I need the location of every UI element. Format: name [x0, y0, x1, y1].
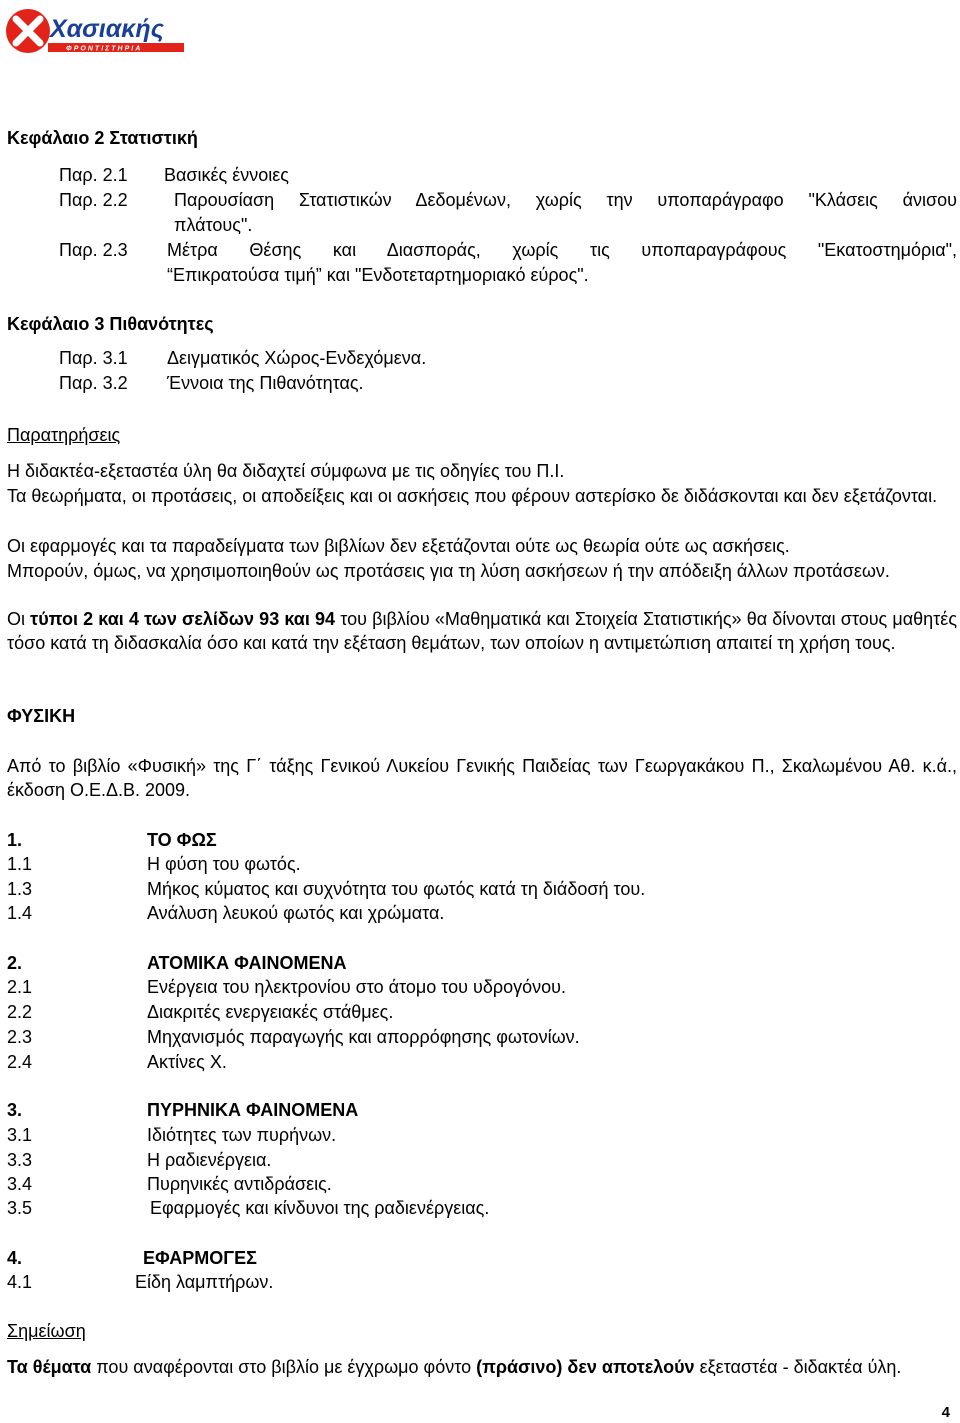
physics-chapter-title: ΠΥΡΗΝΙΚΑ ΦΑΙΝΟΜΕΝΑ	[147, 1100, 359, 1120]
physics-item-text: Εφαρμογές και κίνδυνοι της ραδιενέργειας.	[150, 1198, 490, 1218]
physics-item-num: 2.1	[7, 977, 33, 997]
physics-item-num: 1.3	[7, 879, 33, 899]
ch2-item-text: Παρουσίαση Στατιστικών Δεδομένων, χωρίς την υποπαράγραφο "Κλάσεις άνισου	[174, 190, 957, 210]
physics-item-text: Ανάλυση λευκού φωτός και χρώματα.	[147, 903, 445, 923]
physics-item-num: 2.3	[7, 1027, 33, 1047]
physics-item-num: 1.4	[7, 903, 33, 923]
physics-item-num: 2.2	[7, 1002, 33, 1022]
physics-item-num: 3.5	[7, 1198, 33, 1218]
physics-item-text: Η φύση του φωτός.	[147, 854, 301, 874]
note-bold-text: (πράσινο) δεν αποτελούν	[476, 1357, 695, 1377]
physics-item-text: Ακτίνες Χ.	[147, 1052, 227, 1072]
ch2-item-num: Παρ. 2.1	[59, 165, 128, 185]
note-text: που αναφέρονται στο βιβλίο με έγχρωμο φόντο	[91, 1357, 477, 1377]
ch3-item-num: Παρ. 3.2	[59, 373, 128, 393]
physics-item-text: Είδη λαμπτήρων.	[135, 1272, 274, 1292]
note-text: Οι	[7, 609, 25, 629]
logo-subtext: ΦΡΟΝΤΙΣΤΗΡΙΑ	[66, 45, 143, 53]
ch2-item-continuation: “Επικρατούσα τιμή” και "Ενδοτεταρτημοριακό εύρος".	[167, 265, 589, 285]
notes-heading: Παρατηρήσεις	[7, 425, 121, 445]
ch2-item-text: Μέτρα Θέσης και Διασποράς, χωρίς τις υποπαραγράφους "Εκατοστημόρια",	[167, 240, 957, 260]
page-number: 4	[941, 1404, 950, 1421]
physics-chapter-num: 2.	[7, 953, 23, 973]
note-text: του βιβλίου «Μαθηματικά και Στοιχεία Στατιστικής» θα δίνονται στους μαθητές τόσο κατά τη διδασκαλία όσο και κατά την εξέταση θεμάτων, των οποίων η αντιμετώπιση απαιτεί τη χρήση τους.	[7, 609, 957, 653]
physics-item-num: 3.3	[7, 1150, 33, 1170]
physics-intro: Από το βιβλίο «Φυσική» της Γ΄ τάξης Γενικού Λυκείου Γενικής Παιδείας των Γεωργακάκου Π., Σκαλωμένου Αθ. κ.ά., έκδοση Ο.Ε.Δ.Β. 2009.	[7, 756, 957, 800]
ch3-item-text: Έννοια της Πιθανότητας.	[167, 373, 364, 393]
physics-item-text: Ενέργεια του ηλεκτρονίου στο άτομο του υδρογόνου.	[147, 977, 566, 997]
chapter-2-title: Κεφάλαιο 2 Στατιστική	[7, 128, 198, 148]
note-line: Οι εφαρμογές και τα παραδείγματα των βιβλίων δεν εξετάζονται ούτε ως θεωρία ούτε ως ασκήσεις.	[7, 536, 790, 556]
ch2-item-num: Παρ. 2.2	[59, 190, 128, 210]
physics-item-text: Η ραδιενέργεια.	[147, 1150, 272, 1170]
note-heading: Σημείωση	[7, 1321, 86, 1341]
physics-item-num: 1.1	[7, 854, 33, 874]
physics-item-num: 2.4	[7, 1052, 33, 1072]
physics-item-num: 3.4	[7, 1174, 33, 1194]
physics-item-num: 4.1	[7, 1272, 33, 1292]
logo-text: Χασιακής	[50, 15, 164, 43]
note-paragraph	[7, 1355, 957, 1379]
note-bold-text: Τα θέματα	[7, 1357, 92, 1377]
physics-chapter-title: ΤΟ ΦΩΣ	[147, 830, 217, 850]
physics-item-text: Πυρηνικές αντιδράσεις.	[147, 1174, 332, 1194]
note-text: εξεταστέα - διδακτέα ύλη.	[694, 1357, 902, 1377]
brand-logo	[4, 6, 186, 56]
physics-heading: ΦΥΣΙΚΗ	[7, 706, 76, 726]
physics-chapter-title: ΕΦΑΡΜΟΓΕΣ	[143, 1248, 257, 1268]
note-paragraph: Μπορούν, όμως, να χρησιμοποιηθούν ως προτάσεις για τη λύση ασκήσεων ή την απόδειξη άλλων προτάσεων.	[7, 561, 890, 581]
ch2-item-text: Βασικές έννοιες	[164, 165, 289, 185]
physics-item-text: Μηχανισμός παραγωγής και απορρόφησης φωτονίων.	[147, 1027, 580, 1047]
note-line: Η διδακτέα-εξεταστέα ύλη θα διδαχτεί σύμφωνα με τις οδηγίες του Π.Ι.	[7, 461, 565, 481]
ch3-item-num: Παρ. 3.1	[59, 348, 128, 368]
ch2-item-num: Παρ. 2.3	[59, 240, 128, 260]
physics-chapter-num: 3.	[7, 1100, 23, 1120]
ch2-item-continuation: πλάτους".	[174, 215, 253, 235]
physics-item-text: Μήκος κύματος και συχνότητα του φωτός κατά τη διάδοσή του.	[147, 879, 646, 899]
physics-item-text: Διακριτές ενεργειακές στάθμες.	[147, 1002, 394, 1022]
ch3-item-text: Δειγματικός Χώρος-Ενδεχόμενα.	[167, 348, 427, 368]
physics-chapter-num: 1.	[7, 830, 23, 850]
chapter-3-title: Κεφάλαιο 3 Πιθανότητες	[7, 314, 214, 334]
physics-item-text: Ιδιότητες των πυρήνων.	[147, 1125, 337, 1145]
note-bold-text: τύποι 2 και 4 των σελίδων 93 και 94	[30, 609, 336, 629]
note-paragraph	[7, 607, 957, 655]
note-paragraph: Τα θεωρήματα, οι προτάσεις, οι αποδείξεις και οι ασκήσεις που φέρουν αστερίσκο δε διδάσκονται και δεν εξετάζονται.	[7, 486, 938, 506]
physics-chapter-num: 4.	[7, 1248, 23, 1268]
physics-item-num: 3.1	[7, 1125, 33, 1145]
physics-chapter-title: ΑΤΟΜΙΚΑ ΦΑΙΝΟΜΕΝΑ	[147, 953, 347, 973]
